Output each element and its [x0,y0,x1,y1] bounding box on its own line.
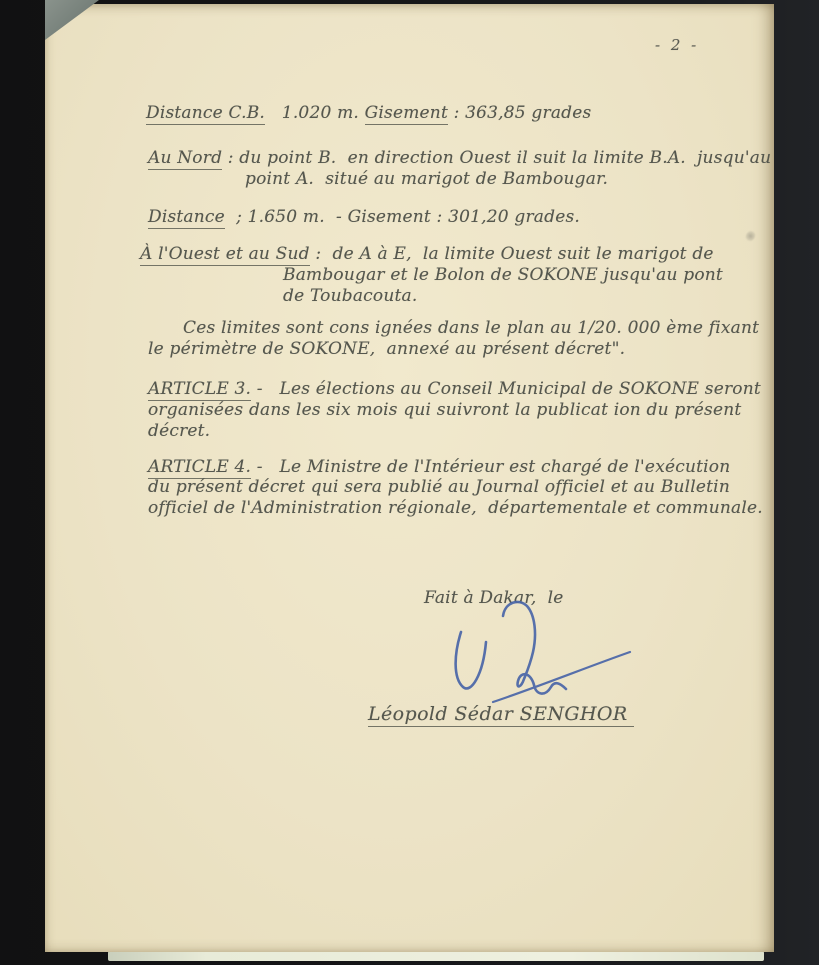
article-4-label: ARTICLE 4. [148,457,252,477]
page-corner-fold [45,0,99,40]
signature-stroke-loop [456,632,486,688]
article-4-line-1 [148,457,730,477]
article-3-label: ARTICLE 3. [148,379,252,399]
article-4-line-2: du présent décret qui sera publié au Journal officiel et au Bulletin [148,477,730,497]
distance-2-line [148,207,580,227]
limites-line-1: Ces limites sont cons ignées dans le plan au 1/20. 000 ème fixant [183,318,760,338]
au-nord-label: Au Nord [148,148,223,168]
next-page-edge [108,951,764,961]
distance-cb-label: Distance C.B. [146,103,265,123]
au-nord-line-1 [148,148,771,168]
document-page [45,4,774,952]
article-3-line-2: organisées dans les six mois qui suivront la publicat ion du présent [148,400,742,420]
gisement-label: Gisement [364,103,448,123]
ouest-sud-label: À l'Ouest et au Sud [140,244,310,264]
article-3-line-3: décret. [148,421,211,441]
article-3-line-1 [148,379,761,399]
gisement-value: : 363,85 grades [448,103,592,123]
signatory-name [368,704,634,724]
ink-smudge [743,229,757,244]
signature-stroke-slash [493,652,630,702]
distance-cb-value: 1.020 m. [265,103,365,123]
distance-2-value: ; 1.650 m. - Gisement : 301,20 grades. [224,207,580,227]
au-nord-text: : du point B. en direction Ouest il suit la limite B.A. jusqu'au [222,148,772,168]
distance-cb-line [146,103,591,123]
ouest-sud-line-1 [140,244,714,264]
article-4-text: - Le Ministre de l'Intérieur est chargé de l'exécution [251,457,731,477]
ouest-sud-line-3: de Toubacouta. [283,286,418,306]
signatory-name-text: Léopold Sédar SENGHOR [368,703,634,727]
distance-2-label: Distance [148,207,225,227]
au-nord-line-2: point A. situé au marigot de Bambougar. [245,169,609,189]
ouest-sud-line-2: Bambougar et le Bolon de SOKONE jusqu'au pont [283,265,723,285]
closing-place-line: Fait à Dakar, le [424,588,564,608]
page-number: - 2 - [655,36,700,54]
limites-line-2: le périmètre de SOKONE, annexé au présent décret". [148,339,626,359]
article-3-text: - Les élections au Conseil Municipal de SOKONE seront [251,379,761,399]
senghor-signature [440,590,640,715]
article-4-line-3: officiel de l'Administration régionale, départementale et communale. [148,498,763,518]
ouest-sud-text: : de A à E, la limite Ouest suit le marigot de [309,244,714,264]
